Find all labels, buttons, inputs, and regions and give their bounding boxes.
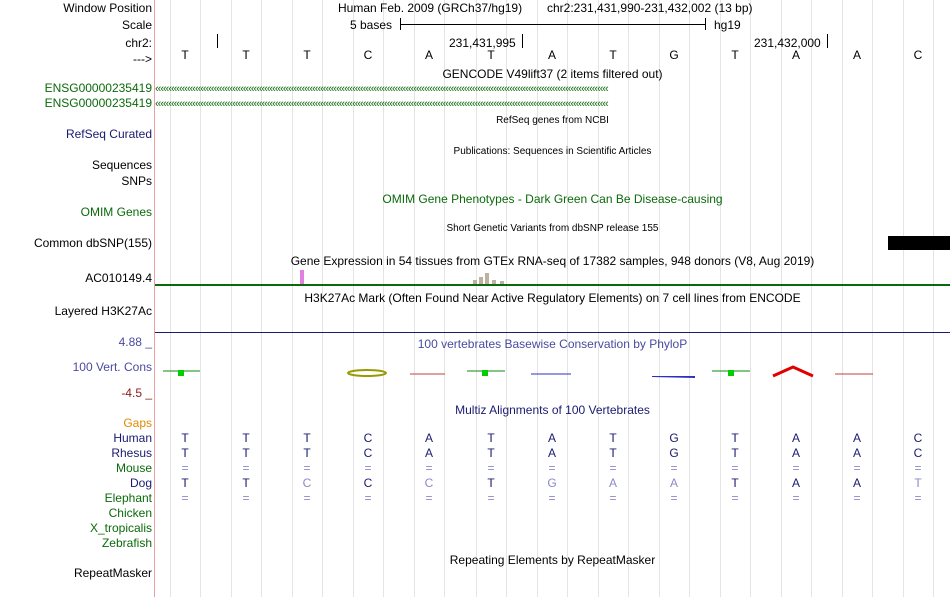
alignment-base-dog: A: [791, 476, 800, 490]
scale-bar: [400, 17, 706, 31]
cons-mark: [652, 376, 695, 378]
gene-strand-1[interactable]: ‹‹‹‹‹‹‹‹‹‹‹‹‹‹‹‹‹‹‹‹‹‹‹‹‹‹‹‹‹‹‹‹‹‹‹‹‹‹‹‹‹‹‹‹‹‹‹‹‹‹‹‹‹‹‹‹‹‹‹‹‹‹‹‹‹‹‹‹‹‹‹‹‹‹‹‹‹‹‹‹‹‹‹‹‹‹‹‹‹‹‹‹‹‹‹‹‹‹‹‹‹‹‹‹‹‹‹‹‹‹‹‹‹‹‹‹‹‹‹‹‹‹‹‹‹‹‹‹‹‹‹‹‹‹‹‹‹‹‹‹‹‹‹‹‹‹‹‹‹‹‹‹‹‹‹‹‹‹‹‹‹‹‹‹‹‹‹‹‹‹: [155, 84, 608, 94]
refseq-track-title: RefSeq genes from NCBI: [496, 115, 609, 126]
scale-db-label: hg19: [714, 18, 741, 32]
species-human-label: Human: [113, 431, 152, 445]
sequence-base: T: [731, 48, 739, 62]
alignment-base-human: A: [547, 431, 556, 445]
sequence-base: A: [424, 48, 433, 62]
alignment-base-dog: C: [363, 476, 373, 490]
gtex-track-title: Gene Expression in 54 tissues from GTEx RNA-seq of 17382 samples, 948 donors (V8, Aug 2019): [290, 254, 815, 268]
alignment-base-mouse: =: [731, 461, 739, 475]
h3k27ac-baseline: [155, 332, 950, 333]
sequence-base: T: [609, 48, 617, 62]
alignment-base-rhesus: A: [852, 446, 861, 460]
sequence-base: T: [303, 48, 311, 62]
species-zebrafish-label: Zebrafish: [101, 536, 152, 550]
species-mouse-label: Mouse: [115, 461, 152, 475]
gencode-track-title: GENCODE V49lift37 (2 items filtered out): [442, 67, 663, 81]
sequence-base: T: [487, 48, 495, 62]
alignment-base-dog: A: [608, 476, 617, 490]
gtex-tissue-bar[interactable]: [300, 270, 304, 284]
dbsnp-variant-block[interactable]: [888, 236, 950, 250]
alignment-base-elephant: =: [609, 491, 617, 505]
alignment-base-elephant: =: [548, 491, 556, 505]
sequences-track-label[interactable]: Sequences: [91, 158, 152, 172]
alignment-base-mouse: =: [792, 461, 800, 475]
gtex-tissue-bar[interactable]: [479, 277, 483, 284]
repeatmasker-track-label[interactable]: RepeatMasker: [73, 566, 152, 580]
alignment-base-human: T: [731, 431, 739, 445]
alignment-base-mouse: =: [670, 461, 678, 475]
alignment-base-dog: T: [487, 476, 495, 490]
gtex-baseline: [155, 284, 950, 286]
alignment-base-dog: C: [424, 476, 434, 490]
alignment-base-rhesus: T: [242, 446, 250, 460]
snps-track-label[interactable]: SNPs: [121, 174, 152, 188]
gene-strand-2[interactable]: ‹‹‹‹‹‹‹‹‹‹‹‹‹‹‹‹‹‹‹‹‹‹‹‹‹‹‹‹‹‹‹‹‹‹‹‹‹‹‹‹‹‹‹‹‹‹‹‹‹‹‹‹‹‹‹‹‹‹‹‹‹‹‹‹‹‹‹‹‹‹‹‹‹‹‹‹‹‹‹‹‹‹‹‹‹‹‹‹‹‹‹‹‹‹‹‹‹‹‹‹‹‹‹‹‹‹‹‹‹‹‹‹‹‹‹‹‹‹‹‹‹‹‹‹‹‹‹‹‹‹‹‹‹‹‹‹‹‹‹‹‹‹‹‹‹‹‹‹‹‹‹‹‹‹‹‹‹‹‹‹‹‹‹‹‹‹‹‹‹‹: [155, 99, 608, 109]
alignment-base-mouse: =: [914, 461, 922, 475]
ruler-coord-1: 231,431,995: [449, 36, 516, 50]
alignment-base-elephant: =: [731, 491, 739, 505]
alignment-base-mouse: =: [548, 461, 556, 475]
alignment-base-elephant: =: [914, 491, 922, 505]
species-chicken-label: Chicken: [108, 506, 152, 520]
alignment-base-dog: A: [669, 476, 678, 490]
h3k27ac-track-title: H3K27Ac Mark (Often Found Near Active Regulatory Elements) on 7 cell lines from ENCODE: [304, 291, 801, 305]
sequence-base: A: [791, 48, 800, 62]
dbsnp-track-label[interactable]: Common dbSNP(155): [33, 236, 152, 250]
alignment-base-rhesus: T: [181, 446, 189, 460]
ruler-tick: [217, 34, 218, 48]
window-position-label: Window Position: [63, 1, 152, 15]
omim-track-title: OMIM Gene Phenotypes - Dark Green Can Be Disease-causing: [382, 192, 723, 206]
scale-label: Scale: [121, 18, 152, 32]
alignment-base-elephant: =: [181, 491, 189, 505]
track-data-area[interactable]: [155, 0, 950, 597]
multiz-track-title: Multiz Alignments of 100 Vertebrates: [455, 403, 650, 417]
alignment-base-dog: T: [242, 476, 250, 490]
alignment-base-rhesus: A: [424, 446, 433, 460]
alignment-base-human: T: [487, 431, 495, 445]
alignment-base-rhesus: C: [913, 446, 923, 460]
sequence-base: G: [669, 48, 679, 62]
alignment-base-elephant: =: [242, 491, 250, 505]
species-rhesus-label: Rhesus: [111, 446, 152, 460]
strand-arrow-label: --->: [133, 52, 152, 66]
alignment-base-rhesus: G: [669, 446, 679, 460]
alignment-base-human: T: [303, 431, 311, 445]
alignment-base-rhesus: A: [791, 446, 800, 460]
alignment-base-elephant: =: [487, 491, 495, 505]
alignment-base-elephant: =: [303, 491, 311, 505]
alignment-base-human: C: [363, 431, 373, 445]
ruler-tick: [522, 34, 523, 48]
sequence-base: T: [242, 48, 250, 62]
cons-mark: [773, 367, 813, 376]
alignment-base-mouse: =: [853, 461, 861, 475]
alignment-base-elephant: =: [425, 491, 433, 505]
publications-track-title: Publications: Sequences in Scientific Articles: [453, 146, 652, 157]
alignment-base-rhesus: T: [731, 446, 739, 460]
ruler-tick: [827, 34, 828, 48]
alignment-base-human: T: [609, 431, 617, 445]
alignment-base-human: T: [242, 431, 250, 445]
track-label-column: [0, 0, 154, 597]
alignment-base-dog: T: [181, 476, 189, 490]
omim-track-label[interactable]: OMIM Genes: [80, 205, 152, 219]
species-xtropicalis-label: X_tropicalis: [89, 521, 152, 535]
cons-mark: [348, 370, 386, 376]
alignment-base-mouse: =: [364, 461, 372, 475]
assembly-title: Human Feb. 2009 (GRCh37/hg19): [338, 1, 523, 15]
alignment-base-human: A: [424, 431, 433, 445]
sequence-base: A: [547, 48, 556, 62]
repeatmasker-track-title: Repeating Elements by RepeatMasker: [449, 553, 656, 567]
alignment-base-mouse: =: [425, 461, 433, 475]
alignment-base-elephant: =: [670, 491, 678, 505]
cons-track-label[interactable]: 100 Vert. Cons: [72, 360, 152, 374]
alignment-base-mouse: =: [487, 461, 495, 475]
species-dog-label: Dog: [129, 476, 152, 490]
sequence-base: C: [913, 48, 923, 62]
sequence-base: T: [181, 48, 189, 62]
alignment-base-elephant: =: [364, 491, 372, 505]
gaps-label: Gaps: [123, 416, 152, 430]
alignment-base-mouse: =: [303, 461, 311, 475]
alignment-base-dog: T: [914, 476, 922, 490]
alignment-base-dog: A: [852, 476, 861, 490]
alignment-base-human: T: [181, 431, 189, 445]
cons-mark: [178, 370, 184, 376]
alignment-base-dog: C: [302, 476, 312, 490]
dbsnp-track-title: Short Genetic Variants from dbSNP release 155: [446, 223, 659, 234]
alignment-base-elephant: =: [792, 491, 800, 505]
cons-mark: [728, 370, 734, 376]
alignment-base-rhesus: T: [609, 446, 617, 460]
gene-label-1[interactable]: ENSG00000235419: [44, 81, 152, 95]
alignment-base-rhesus: C: [363, 446, 373, 460]
cons-scale-bottom: -4.5 _: [121, 386, 152, 400]
alignment-base-mouse: =: [242, 461, 250, 475]
ruler-coord-2: 231,432,000: [754, 36, 821, 50]
sequence-base: A: [852, 48, 861, 62]
alignment-base-mouse: =: [609, 461, 617, 475]
alignment-base-dog: G: [547, 476, 557, 490]
cons-scale-top: 4.88 _: [118, 335, 152, 349]
alignment-base-mouse: =: [181, 461, 189, 475]
phylop-track-title: 100 vertebrates Basewise Conservation by PhyloP: [417, 337, 688, 351]
phylop-cons-plot[interactable]: [155, 358, 950, 388]
alignment-base-human: A: [852, 431, 861, 445]
alignment-base-rhesus: T: [303, 446, 311, 460]
alignment-base-human: G: [669, 431, 679, 445]
alignment-base-human: C: [913, 431, 923, 445]
chr-label: chr2:: [125, 36, 152, 50]
sequence-base: C: [363, 48, 373, 62]
position-readout: chr2:231,431,990-231,432,002 (13 bp): [547, 1, 753, 15]
h3k27ac-track-label[interactable]: Layered H3K27Ac: [54, 304, 152, 318]
alignment-base-rhesus: A: [547, 446, 556, 460]
alignment-base-elephant: =: [853, 491, 861, 505]
refseq-track-label[interactable]: RefSeq Curated: [65, 127, 152, 141]
scale-bar-label: 5 bases: [350, 18, 393, 32]
alignment-base-dog: T: [731, 476, 739, 490]
gtex-gene-label[interactable]: AC010149.4: [85, 271, 152, 285]
cons-mark: [482, 370, 488, 376]
species-elephant-label: Elephant: [104, 491, 152, 505]
gtex-tissue-bar[interactable]: [485, 273, 489, 284]
alignment-base-human: A: [791, 431, 800, 445]
gene-label-2[interactable]: ENSG00000235419: [44, 96, 152, 110]
alignment-base-rhesus: T: [487, 446, 495, 460]
